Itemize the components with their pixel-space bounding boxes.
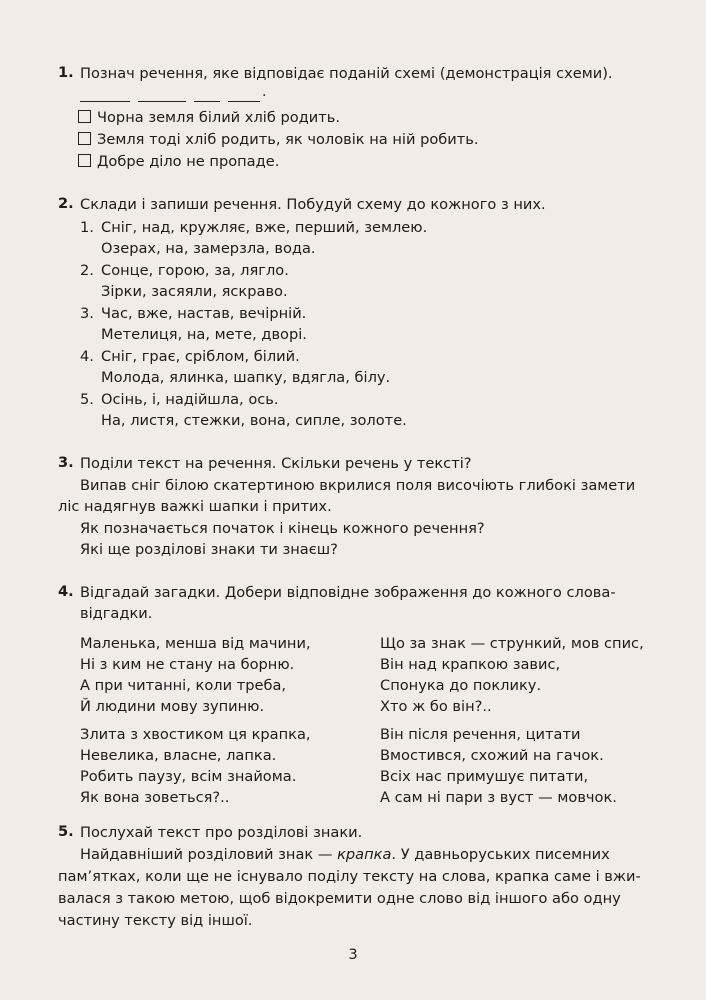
task2-number: 2. (58, 195, 74, 212)
list-item-number: 1. (80, 219, 94, 236)
riddle-line: Він після речення, цитати (380, 726, 581, 743)
option-text: Добре діло не пропаде. (97, 153, 280, 170)
task3-number: 3. (58, 454, 74, 471)
task5-number: 5. (58, 823, 74, 840)
list-item: Молода, ялинка, шапку, вдягла, білу. (101, 369, 391, 386)
task4-number: 4. (58, 583, 74, 600)
page-number: 3 (348, 946, 358, 963)
checkbox-icon[interactable] (78, 132, 91, 145)
list-item: Зірки, засяяли, яскраво. (101, 283, 288, 300)
riddle-line: Він над крапкою завис, (380, 656, 561, 673)
task4-title: Відгадай загадки. Добери відповідне зображення до кожного слова- (80, 584, 616, 601)
task3-text: Випав сніг білою скатертиною вкрилися поля височіють глибокі замети (80, 477, 636, 494)
paragraph-text: Найдавніший розділовий знак — (80, 846, 338, 863)
list-item: Сніг, грає, сріблом, білий. (101, 348, 300, 365)
riddle-line: Хто ж бо він?.. (380, 698, 492, 715)
task1-title: Познач речення, яке відповідає поданій схемі (демонстрація схеми). (80, 65, 613, 82)
riddle-line: Невелика, власне, лапка. (80, 747, 277, 764)
scheme-period: . (262, 84, 267, 100)
list-item-number: 2. (80, 262, 94, 279)
task1-option[interactable] (78, 108, 340, 128)
list-item: Сніг, над, кружляє, вже, перший, землею. (101, 219, 428, 236)
paragraph-text: . У давньоруських писемних (391, 846, 610, 863)
riddle-line: Злита з хвостиком ця крапка, (80, 726, 311, 743)
scheme-line (80, 101, 130, 102)
task5-title: Послухай текст про розділові знаки. (80, 824, 363, 841)
scheme-line (138, 101, 186, 102)
riddle-line: А сам ні пари з вуст — мовчок. (380, 789, 617, 806)
paragraph-line: частину тексту від іншої. (58, 912, 253, 929)
riddle-line: Й людини мову зупиню. (80, 698, 265, 715)
option-text: Земля тоді хліб родить, як чоловік на ній робить. (97, 131, 479, 148)
task2-title: Склади і запиши речення. Побудуй схему до кожного з них. (80, 196, 546, 213)
riddle-line: Всіх нас примушує питати, (380, 768, 589, 785)
riddle-line: Маленька, менша від мачини, (80, 635, 311, 652)
paragraph-line: валася з такою метою, щоб відокремити одне слово від іншого або одну (58, 890, 621, 907)
list-item: Озерах, на, замерзла, вода. (101, 240, 316, 257)
paragraph-line: пам’ятках, коли ще не існувало поділу тексту на слова, крапка саме і вжи- (58, 868, 641, 885)
list-item: Сонце, горою, за, лягло. (101, 262, 289, 279)
emphasis-word: крапка (337, 846, 392, 863)
task1-option[interactable] (78, 130, 479, 150)
riddle-line: Що за знак — стрункий, мов спис, (380, 635, 644, 652)
list-item: Метелиця, на, мете, дворі. (101, 326, 307, 343)
list-item: На, листя, стежки, вона, сипле, золоте. (101, 412, 407, 429)
list-item-number: 3. (80, 305, 94, 322)
list-item-number: 4. (80, 348, 94, 365)
riddle-line: Робить паузу, всім знайома. (80, 768, 297, 785)
list-item: Час, вже, настав, вечірній. (101, 305, 307, 322)
task3-question: Які ще розділові знаки ти знаєш? (80, 541, 338, 558)
list-item: Осінь, і, надійшла, ось. (101, 391, 279, 408)
riddle-line: Як вона зоветься?.. (80, 789, 230, 806)
riddle-line: Ні з ким не стану на борню. (80, 656, 295, 673)
task1-number: 1. (58, 64, 74, 81)
task4-title: відгадки. (80, 605, 153, 622)
riddle-line: Спонука до поклику. (380, 677, 542, 694)
riddle-line: А при читанні, коли треба, (80, 677, 287, 694)
option-text: Чорна земля білий хліб родить. (97, 109, 340, 126)
task3-title: Поділи текст на речення. Скільки речень у тексті? (80, 455, 472, 472)
task3-question: Як позначається початок і кінець кожного речення? (80, 520, 485, 537)
task5-paragraph (80, 845, 610, 865)
riddle-line: Вмостився, схожий на гачок. (380, 747, 604, 764)
checkbox-icon[interactable] (78, 154, 91, 167)
checkbox-icon[interactable] (78, 110, 91, 123)
scheme-line (228, 101, 260, 102)
list-item-number: 5. (80, 391, 94, 408)
scheme-line (194, 101, 220, 102)
task1-option[interactable] (78, 152, 279, 172)
sentence-scheme (80, 84, 280, 102)
task3-text: ліс надягнув важкі шапки і притих. (58, 498, 332, 515)
